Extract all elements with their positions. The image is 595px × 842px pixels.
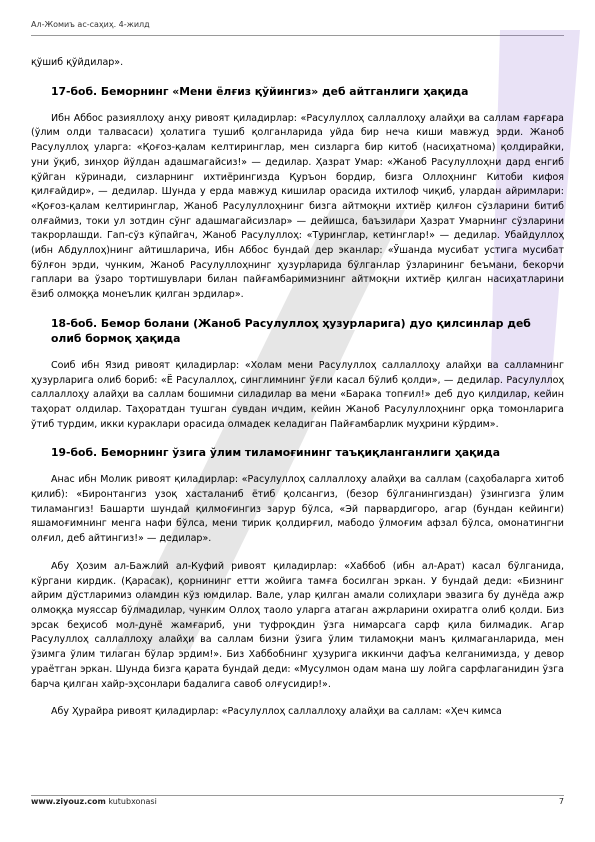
page-number: 7 xyxy=(558,797,564,806)
chapter-17-heading: 17-боб. Беморнинг «Мени ёлғиз қўйингиз» деб айтганлиги ҳақида xyxy=(51,84,469,98)
chapter-18-heading: 18-боб. Бемор болани (Жаноб Расулуллоҳ ҳузурларига) дуо қилсинлар деб олиб бормоқ ҳақида xyxy=(51,316,531,345)
footer-source xyxy=(31,797,157,806)
chapter-19-text-1: Анас ибн Молик ривоят қиладирлар: «Расулуллоҳ саллаллоҳу алайҳи ва саллам (саҳобаларга хитоб қилиб): «Биронтангиз узоқ хасталаниб ётиб қолсангиз, (безор бўлганингиздан) ўзингизга ўлим тиламангиз! Башарти шундай қилмоғингиз зарур бўлса, «Эй парвардигоро, агар (бундан кейинги) яшамоғимнинг менга нафи бўлса, мени тирик қолдирғил, мабодо ўлмоғим афзал бўлса, омонатингни олғил, деб айтингиз!» — дедилар». xyxy=(31,474,564,545)
chapter-17-text: Ибн Аббос разияллоҳу анҳу ривоят қиладирлар: «Расулуллоҳ саллаллоҳу алайҳи ва саллам ғарғара (ўлим олди талвасаси) ҳолатига тушиб қолганларида уйда бир неча киши мавжуд эрди. Жаноб Расулуллоҳ уларга: «Қоғоз-қалам келтиринглар, мен сизларга бир китоб (насиҳатнома) қолдирайки, уни ўқиб, зинҳор йўлдан адашмагайсиз!» — дедилар. Ҳазрат Умар: «Жаноб Расулуллоҳни дард енгиб қўйган кўринади, сизларнинг ихтиёрингизда Қуръон бордир, бизга Оллоҳнинг Китоби кифоя қилғайдир», — дедилар. Шунда у ерда мавжуд кишилар орасида ихтилоф чиқиб, улардан айримлари: «Қоғоз-қалам келтиринглар, Жаноб Расулуллоҳнинг бизга айтмоқни ихтиёр қилғон сўзларини битиб олғаймиз, токи ул зотдин сўнг адашмагайсизлар» — дейишса, баъзилари Ҳазрат Умарнинг сўзларини такрорлашди. Гап-сўз кўпайгач, Жаноб Расулуллоҳ: «Туринглар, кетинглар!» — дедилар. Убайдуллоҳ (ибн Абдуллоҳ)нинг айтишларича, Ибн Аббос бундай дер эканлар: «Ўшанда мусибат устига мусибат бўлғон эрди, чунким, Жаноб Расулуллоҳнинг ҳузурларида бўлганлар ўзларининг беъмани, бекорчи гаплари ва ўзаро тортишувлари билан пайғамбаримизнинг айтмоқни ихтиёр қилган насиҳатларини ёзиб олмоққа монеълик қилган эрдилар». xyxy=(31,112,564,301)
paragraph-intro: қўшиб қўйдилар». xyxy=(31,57,124,68)
chapter-18-text: Соиб ибн Язид ривоят қиладирлар: «Холам мени Расулуллоҳ саллаллоҳу алайҳи ва салламнинг ҳузурларига олиб бориб: «Ё Расулаллоҳ, синглимнинг ўғли касал бўлиб қолди», — дедилар. Расулуллоҳ саллаллоҳу алайҳи ва саллам бошимни силадилар ва мени «Барака топғил!» деб дуо қилдилар, кейин таҳорат олдилар. Таҳоратдан тушган сувдан ичдим, кейин Жаноб Расулуллоҳнинг орқа томонларига ўтиб турдим, икки кураклари орасида олмадек келадиган Пайғамбарлик муҳрини кўрдим». xyxy=(31,359,564,430)
page-body xyxy=(31,56,564,733)
chapter-19-text-3: Абу Ҳурайра ривоят қиладирлар: «Расулуллоҳ саллаллоҳу алайҳи ва саллам: «Ҳеч кимса xyxy=(51,706,502,718)
chapter-19-text-2: Абу Ҳозим ал-Бажлий ал-Куфий ривоят қиладирлар: «Хаббоб (ибн ал-Арат) касал бўлганида, кўргани кирдик. (Қарасак), қорнининг етти жойига тамға босилган эркан. У бундай деди: «Бизнинг айрим дўстларимиз оламдин кўз юмдилар. Вале, улар қилган амали солиҳлари эвазига бу дунёда ажр олмоққа муяссар бўлмадилар, чунким Оллоҳ таоло уларга атаган ажрларини охиратга олиб қолди. Биз эрсак беҳисоб мол-дунё жамғариб, уни туфроқдин ўзга нимарсага сарф қила билмадик. Агар Расулуллоҳ саллаллоҳу алайҳи ва саллам бизни ўзига ўлим тиламоқни манъ қилмаганларида, мен ўзимга ўлим тилаган бўлар эрдим!». Биз Хаббобнинг ҳузурига иккинчи дафъа келганимизда, у девор ураётган эркан. Шунда бизга қарата бундай деди: «Мусулмон одам мана шу лойга сарфлаганидин ўзга барча қилган хайр-эҳсонлари бадалига савоб олғусидир!». xyxy=(31,560,564,690)
running-header: Ал-Жомиъ ас-саҳиҳ. 4-жилд xyxy=(31,20,150,29)
footer-label: kutubxonasi xyxy=(108,797,157,806)
footer-site-link[interactable]: www.ziyouz.com xyxy=(31,797,106,806)
header-divider xyxy=(31,35,564,36)
chapter-19-heading: 19-боб. Беморнинг ўзига ўлим тиламоғининг таъқиқланганлиги ҳақида xyxy=(51,446,501,460)
footer-divider xyxy=(31,795,564,796)
